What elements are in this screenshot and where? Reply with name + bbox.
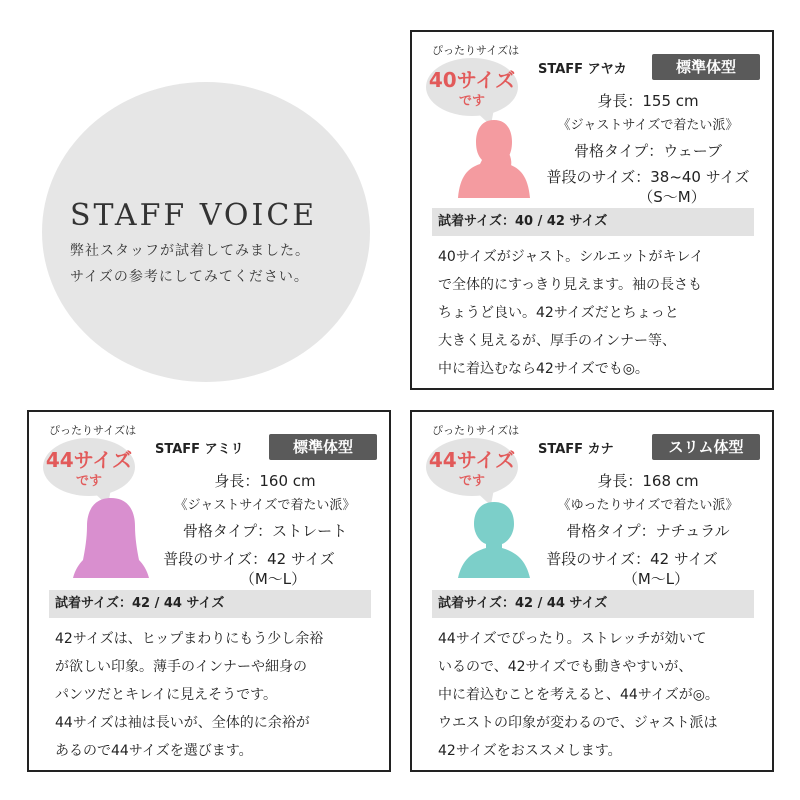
bubble-desu: です [75, 474, 102, 489]
bubble-size: 44サイズ [428, 448, 516, 472]
staff-height: 身長：168 cm [597, 472, 699, 490]
staff-usual-size: 普段のサイズ：42 サイズ [546, 550, 718, 568]
comment-line: ちょうど良い。42サイズだとちょっと [438, 305, 679, 321]
intro-title: STAFF VOICE [70, 198, 318, 233]
comment-line: 大きく見えるが、厚手のインナー等、 [438, 333, 676, 349]
staff-frame-type: 骨格タイプ：ストレート [182, 522, 348, 540]
comment-line: 中に着込むことを考えると、44サイズが◎。 [438, 687, 719, 703]
staff-preference: 《ジャストサイズで着たい派》 [557, 118, 739, 133]
tried-size-bar: 試着サイズ：42 / 44 サイズ [49, 590, 371, 618]
comment-line: ウエストの印象が変わるので、ジャスト派は [438, 715, 718, 731]
staff-usual-size-sub: （S～M） [638, 188, 706, 206]
bubble-caption: ぴったりサイズは [432, 424, 520, 437]
comment-line: が欲しい印象。薄手のインナーや細身の [55, 659, 307, 675]
comment-line: 42サイズは、ヒップまわりにもう少し余裕 [55, 631, 324, 647]
body-type-badge: 標準体型 [269, 434, 377, 460]
comment-line: 40サイズがジャスト。シルエットがキレイ [438, 249, 704, 265]
staff-card-kana [410, 410, 774, 772]
bubble-size: 40サイズ [428, 68, 516, 92]
body-type-badge: 標準体型 [652, 54, 760, 80]
tried-size-bar: 試着サイズ：42 / 44 サイズ [432, 590, 754, 618]
staff-name: STAFF アヤカ [538, 62, 627, 77]
staff-preference: 《ゆったりサイズで着たい派》 [557, 498, 739, 513]
staff-name: STAFF アミリ [155, 442, 244, 457]
staff-frame-type: 骨格タイプ：ウェーブ [574, 142, 722, 160]
intro-line-1: 弊社スタッフが試着してみました。 [70, 243, 310, 259]
staff-name: STAFF カナ [538, 442, 614, 457]
comment-line: 中に着込むなら42サイズでも◎。 [438, 361, 649, 377]
bubble-caption: ぴったりサイズは [49, 424, 137, 437]
staff-usual-size-sub: （M～L） [239, 570, 307, 588]
staff-frame-type: 骨格タイプ：ナチュラル [566, 522, 730, 540]
bubble-size: 44サイズ [45, 448, 133, 472]
comment-line: いるので、42サイズでも動きやすいが、 [438, 659, 693, 675]
staff-card-amiri [27, 410, 391, 772]
staff-usual-size-sub: （M～L） [622, 570, 690, 588]
staff-preference: 《ジャストサイズで着たい派》 [174, 498, 356, 513]
comment-line: あるので44サイズを選びます。 [55, 743, 253, 759]
bubble-caption: ぴったりサイズは [432, 44, 520, 57]
staff-usual-size: 普段のサイズ：42 サイズ [163, 550, 335, 568]
comment-line: パンツだとキレイに見えそうです。 [55, 687, 278, 703]
comment-line: で全体的にすっきり見えます。袖の長さも [438, 277, 703, 293]
body-type-badge: スリム体型 [652, 434, 760, 460]
staff-height: 身長：155 cm [597, 92, 699, 110]
bubble-desu: です [458, 474, 485, 489]
bubble-desu: です [458, 94, 485, 109]
comment-line: 42サイズをおススメします。 [438, 743, 622, 759]
staff-card-ayaka [410, 30, 774, 390]
intro-line-2: サイズの参考にしてみてください。 [70, 269, 309, 285]
comment-line: 44サイズは袖は長いが、全体的に余裕が [55, 715, 310, 731]
staff-usual-size: 普段のサイズ：38~40 サイズ [546, 168, 750, 186]
tried-size-bar: 試着サイズ：40 / 42 サイズ [432, 208, 754, 236]
staff-height: 身長：160 cm [214, 472, 316, 490]
comment-line: 44サイズでぴったり。ストレッチが効いて [438, 631, 707, 647]
